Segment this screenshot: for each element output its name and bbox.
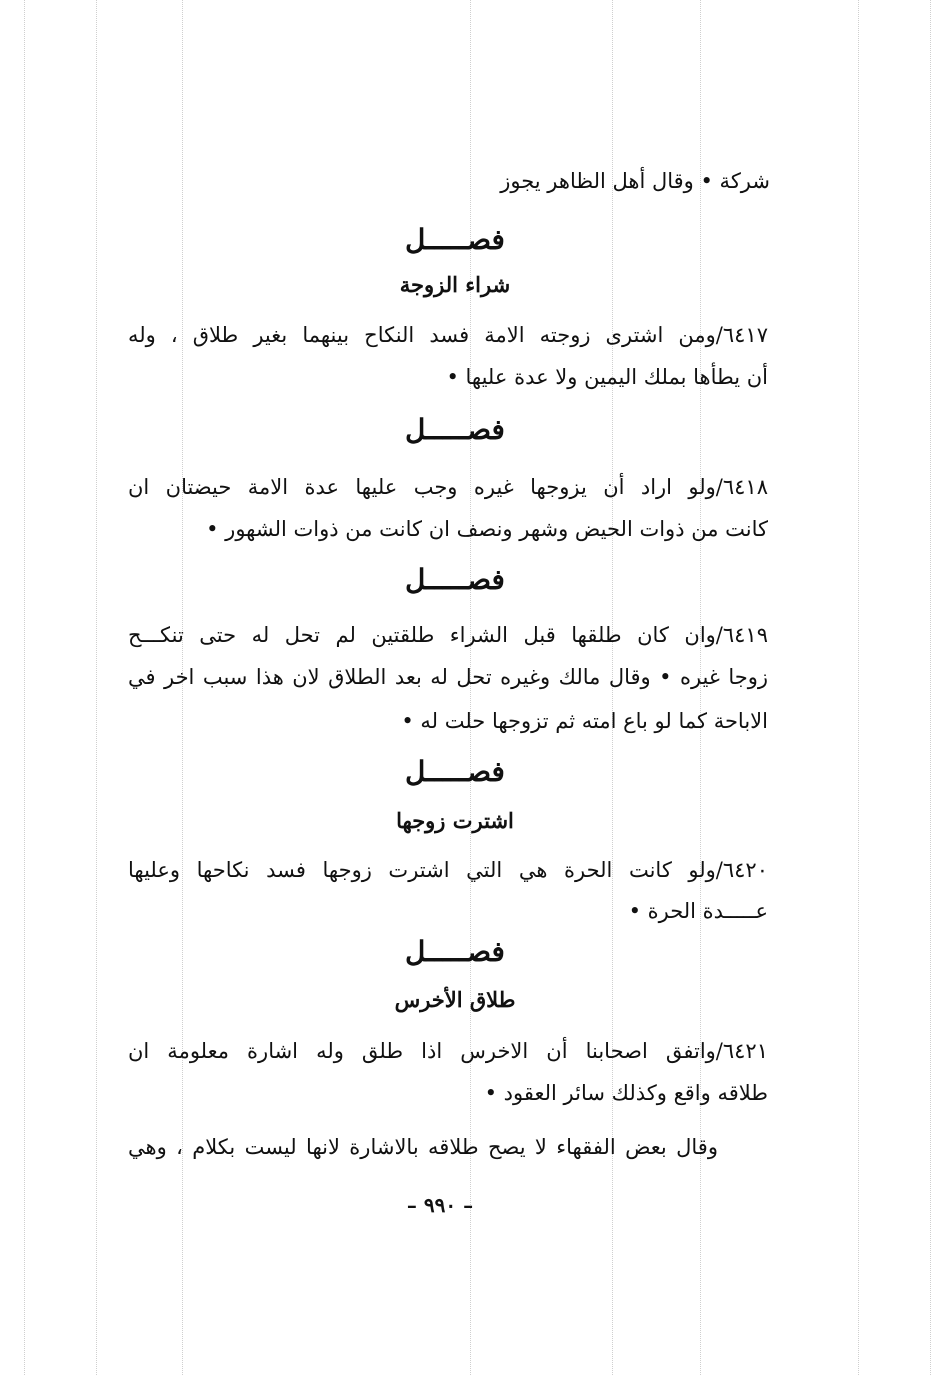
paragraph-line: ٦٤٢١/واتفق اصحابنا أن الاخرس اذا طلق وله اشارة معلومة ان [128,1039,768,1063]
paragraph-line: وقال بعض الفقهاء لا يصح طلاقه بالاشارة لانها ليست بكلام ، وهي [128,1135,718,1159]
continuation-line: شركة • وقال أهل الظاهر يجوز [500,169,770,193]
paragraph-line: ٦٤١٨/ولو اراد أن يزوجها غيره وجب عليها عدة الامة حيضتان ان [128,475,768,499]
paragraph-line: ٦٤١٩/وان كان طلقها قبل الشراء طلقتين لم تحل له حتى تنكـــح [128,623,768,647]
paragraph-line: عـــــدة الحرة • [628,899,768,923]
paragraph-line: ٦٤١٧/ومن اشترى زوجته الامة فسد النكاح بينهما بغير طلاق ، وله [128,323,768,347]
scan-guide-line [24,0,25,1375]
paragraph-line: أن يطأها بملك اليمين ولا عدة عليها • [446,365,768,389]
section-subheading: اشترت زوجها [396,808,514,833]
section-subheading: طلاق الأخرس [394,987,516,1012]
section-heading: فصـــــل [405,935,505,968]
section-heading: فصـــــل [405,223,505,256]
scan-guide-line [96,0,97,1375]
paragraph-line: الاباحة كما لو باع امته ثم تزوجها حلت له • [401,709,768,733]
section-heading: فصـــــل [405,413,505,446]
section-subheading: شراء الزوجة [399,272,511,297]
section-heading: فصـــــل [405,563,505,596]
paragraph-line: زوجا غيره • وقال مالك وغيره تحل له بعد الطلاق لان هذا سبب اخر في [128,665,768,689]
paragraph-line: ٦٤٢٠/ولو كانت الحرة هي التي اشترت زوجها فسد نكاحها وعليها [128,858,768,882]
paragraph-line: طلاقه واقع وكذلك سائر العقود • [484,1081,768,1105]
page-number: – ٩٩٠ – [406,1193,474,1217]
scan-guide-line [858,0,859,1375]
section-heading: فصـــــل [405,755,505,788]
paragraph-line: كانت من ذوات الحيض وشهر ونصف ان كانت من ذوات الشهور • [206,517,768,541]
scan-guide-line [930,0,931,1375]
